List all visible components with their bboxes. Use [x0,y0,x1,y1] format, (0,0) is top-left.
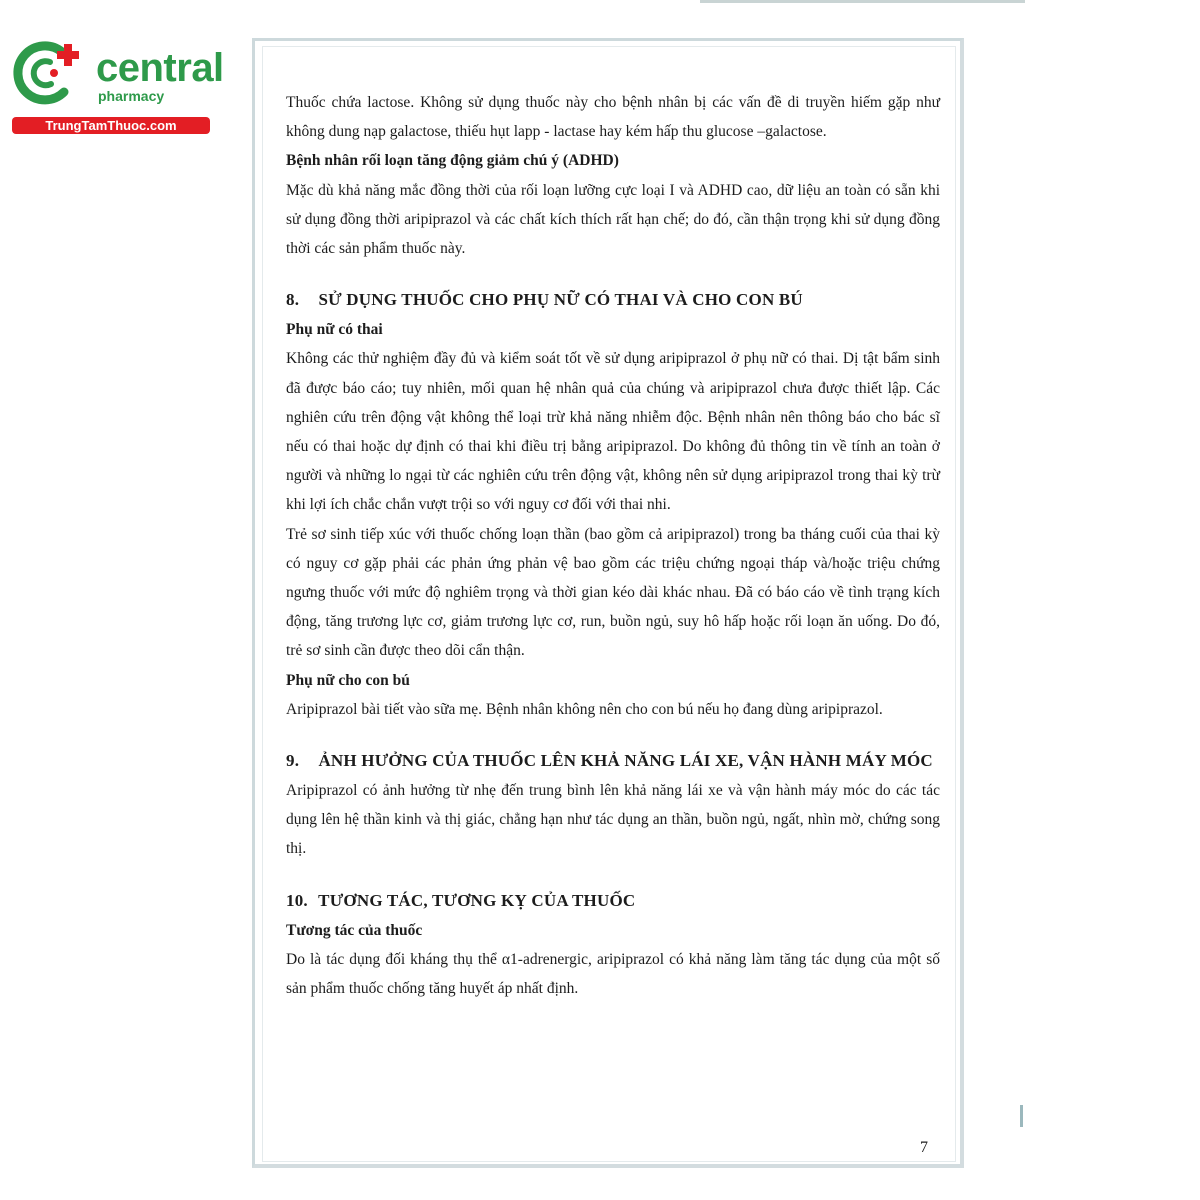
scan-side-mark [1020,1105,1023,1127]
section-number: 9. [286,751,300,771]
section-heading [286,285,940,315]
section-number: 10. [286,890,308,910]
section-paragraph: Do là tác dụng đối kháng thụ thể α1-adrenergic, aripiprazol có khả năng làm tăng tác dụng của một số sản phẩm thuốc chống tăng huyết áp nhất định. [286,950,940,998]
scan-edge-line [700,0,1025,3]
subsection-heading: Tương tác của thuốc [286,921,423,939]
adhd-paragraph: Mặc dù khả năng mắc đồng thời của rối loạn lưỡng cực loại I và ADHD cao, dữ liệu an toàn có sẵn khi sử dụng đồng thời aripiprazol và các chất kích thích rất hạn chế; do đó, cần thận trọng khi sử dụng đồng thời các sản phẩm thuốc này. [286,181,940,258]
section-heading [286,886,940,916]
section-heading [286,746,940,776]
section-title: SỬ DỤNG THUỐC CHO PHỤ NỮ CÓ THAI VÀ CHO CON BÚ [318,290,803,310]
section-paragraph: Aripiprazol có ảnh hưởng từ nhẹ đến trung bình lên khả năng lái xe và vận hành máy móc do các tác dụng lên hệ thần kinh và thị giác, chẳng hạn như tác dụng an thần, buồn ngủ, ngất, nhìn mờ, chứng song thị. [286,782,940,858]
section-paragraph: Không các thử nghiệm đầy đủ và kiểm soát tốt về sử dụng aripiprazol ở phụ nữ có thai. Dị tật bẩm sinh đã được báo cáo; tuy nhiên, mối quan hệ nhân quả của chúng và aripiprazol chưa được thiết lập. Các nghiên cứu trên động vật không thể loại trừ khả năng nhiễm độc. Bệnh nhân nên thông báo cho bác sĩ nếu có thai hoặc dự định có thai khi điều trị bằng aripiprazol. Do không đủ thông tin về tính an toàn ở người và những lo ngại từ các nghiên cứu trên động vật, không nên sử dụng aripiprazol trong thai kỳ trừ khi lợi ích chắc chắn vượt trội so với nguy cơ đối với thai nhi. [286,350,940,514]
section-title: TƯƠNG TÁC, TƯƠNG KỴ CỦA THUỐC [318,890,636,910]
subsection-heading: Phụ nữ cho con bú [286,671,410,689]
logo-website-banner: TrungTamThuoc.com [12,117,210,134]
section-paragraph: Trẻ sơ sinh tiếp xúc với thuốc chống loạn thần (bao gồm cả aripiprazol) trong ba tháng cuối của thai kỳ có nguy cơ gặp phải các phản ứng phản vệ bao gồm các triệu chứng ngoại tháp và/hoặc triệu chứng ngưng thuốc với mức độ nghiêm trọng và thời gian kéo dài khác nhau. Đã có báo cáo về tình trạng kích động, tăng trương lực cơ, giảm trương lực cơ, run, buồn ngủ, suy hô hấp hoặc rối loạn ăn uống. Do đó, trẻ sơ sinh cần được theo dõi cẩn thận. [286,525,940,660]
central-pharmacy-logo[interactable] [10,38,224,138]
logo-name: central [96,46,224,90]
logo-subtitle: pharmacy [98,88,165,104]
section-number: 8. [286,290,300,310]
sections-container [286,285,940,1003]
section-title: ẢNH HƯỞNG CỦA THUỐC LÊN KHẢ NĂNG LÁI XE, VẬN HÀNH MÁY MÓC [318,751,933,771]
intro-paragraph: Thuốc chứa lactose. Không sử dụng thuốc này cho bệnh nhân bị các vấn đề di truyền hiếm gặp như không dung nạp galactose, thiếu hụt lapp - lactase hay kém hấp thu glucose –galactose. [286,94,940,141]
section-paragraph: Aripiprazol bài tiết vào sữa mẹ. Bệnh nhân không nên cho con bú nếu họ đang dùng aripiprazol. [286,700,883,718]
pharmacy-cross-icon [10,38,90,108]
adhd-heading: Bệnh nhân rối loạn tăng động giảm chú ý (ADHD) [286,152,619,170]
subsection-heading: Phụ nữ có thai [286,321,383,339]
document-content [286,88,940,1003]
page-number: 7 [920,1139,928,1156]
